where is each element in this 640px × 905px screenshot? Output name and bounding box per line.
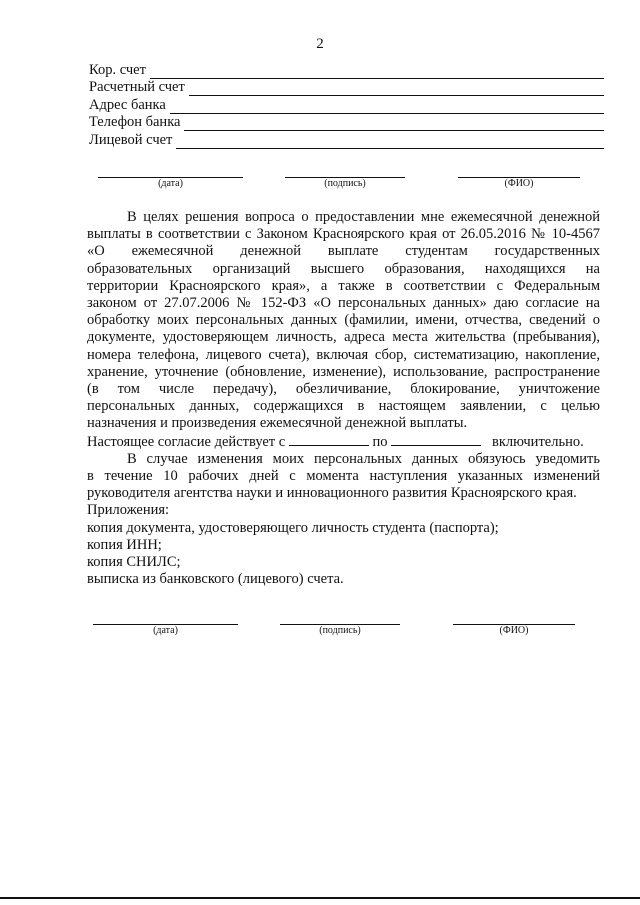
fill-line[interactable] [176,134,604,149]
signature-caption: (подпись) [324,178,366,189]
date-caption: (дата) [153,625,178,636]
name-slot[interactable] [458,177,580,189]
consent-line: номера телефона, лицевого счета), включая сбор, систематизацию, накопление, [87,346,600,363]
signature-slot[interactable] [280,624,400,636]
consent-line: документе, удостоверяющем личность, адреса места жительства (пребывания), [87,329,600,346]
bank-field-bank-address [89,96,604,114]
validity-prefix: Настоящее согласие действует с [87,433,286,450]
validity-middle: по [372,433,388,450]
notify-line: в течение 10 рабочих дней с момента наступления указанных изменений [87,468,600,485]
signature-slot[interactable] [285,177,405,189]
bottom-divider [0,897,640,899]
notify-line: В случае изменения моих персональных данных обязуюсь уведомить [127,450,600,467]
bank-field-corr-account [89,61,604,79]
attachments-title: Приложения: [87,502,170,519]
validity-end-blank[interactable] [391,433,481,446]
consent-line: (в том числе передачу), обезличивание, блокирование, уничтожение [87,381,600,398]
date-slot[interactable] [98,177,243,189]
consent-line: выплаты в соответствии с Законом Красноярского края от 26.05.2016 № 10-4567 [87,226,600,243]
bank-field-bank-phone [89,114,604,132]
bank-field-personal-account [89,131,604,149]
bank-field-settlement-account [89,79,604,97]
consent-line: персональных данных, содержащихся в настоящем заявлении, с целью [87,398,600,415]
name-slot[interactable] [453,624,575,636]
fill-line[interactable] [189,81,604,96]
consent-line: образовательных организаций высшего образования, находящихся на [87,260,600,277]
document-body [87,209,600,588]
consent-line: территории Красноярского края», а также в соответствии с Федеральным [87,277,600,294]
bank-field-label: Телефон банка [89,114,181,130]
signature-block-bottom [0,624,640,654]
date-slot[interactable] [93,624,238,636]
signature-block-top [0,177,640,207]
attachment-item: копия ИНН; [87,536,162,553]
validity-line [87,433,600,451]
page-number: 2 [316,36,324,52]
validity-suffix: включительно. [491,433,584,450]
fill-line[interactable] [170,99,604,114]
name-caption: (ФИО) [504,178,534,189]
consent-line: хранение, уточнение (обновление, изменение), использование, распространение [87,363,600,380]
signature-caption: (подпись) [319,625,361,636]
attachment-item: копия СНИЛС; [87,554,181,571]
bank-field-label: Кор. счет [89,61,146,78]
bank-field-label: Лицевой счет [89,131,173,148]
consent-line: законом от 27.07.2006 № 152-ФЗ «О персональных данных» даю согласие на [87,295,600,312]
consent-line: обработку моих персональных данных (фамилии, имени, отчества, сведений о [87,312,600,329]
consent-line: «О ежемесячной денежной выплате студентам государственных [87,243,600,260]
notify-line: руководителя агентства науки и инновационного развития Красноярского края. [87,485,577,502]
bank-field-label: Расчетный счет [89,79,185,95]
consent-line: назначения и произведения ежемесячной денежной выплаты. [87,415,468,432]
attachment-item: копия документа, удостоверяющего личность студента (паспорта); [87,519,499,536]
date-caption: (дата) [158,178,183,189]
attachment-item: выписка из банковского (лицевого) счета. [87,571,344,588]
fill-line[interactable] [184,116,604,131]
bank-field-label: Адрес банка [89,96,166,113]
consent-line: В целях решения вопроса о предоставлении мне ежемесячной денежной [127,209,600,225]
validity-start-blank[interactable] [289,433,369,446]
bank-details [89,61,604,149]
name-caption: (ФИО) [499,625,529,636]
fill-line[interactable] [150,64,604,79]
